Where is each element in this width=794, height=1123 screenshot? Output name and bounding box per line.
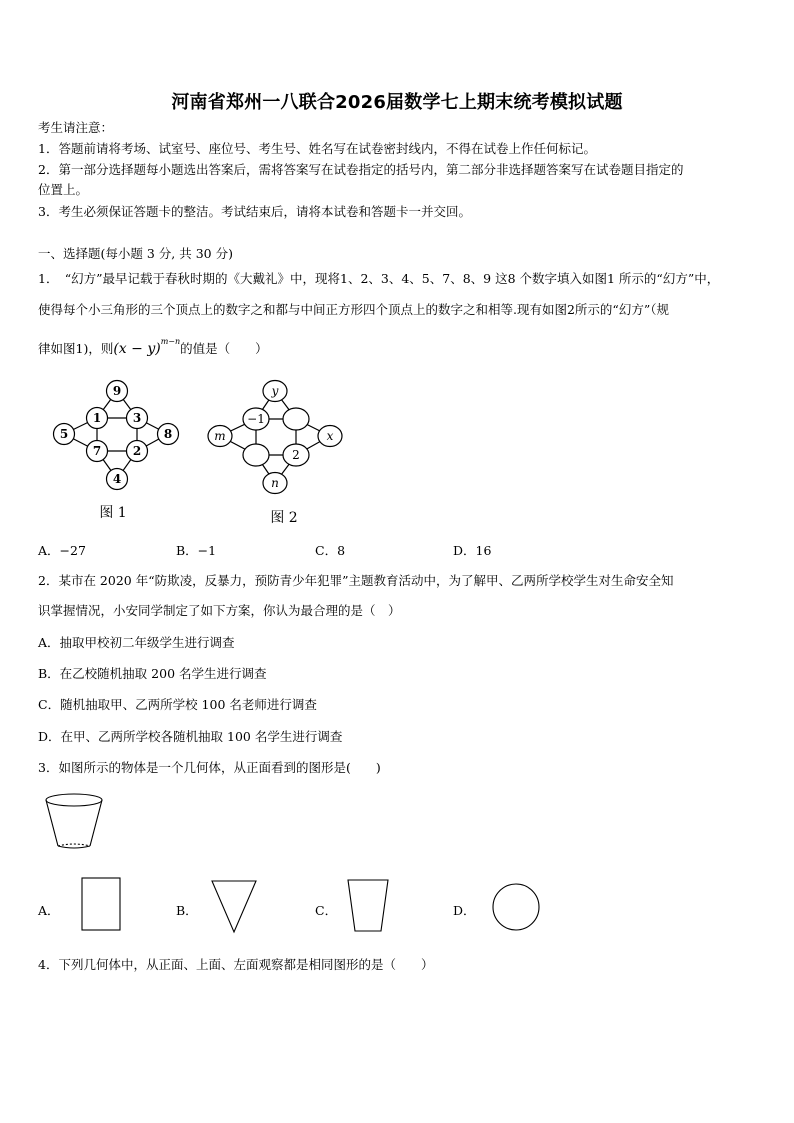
q2-line2: 识掌握情况，小安同学制定了如下方案，你认为最合理的是（ ） (38, 603, 401, 618)
fig2-node-y: y (271, 384, 279, 398)
magic-square-figure-1 (40, 372, 200, 532)
q1-exponent: m−n (160, 337, 181, 346)
q1-line1: 1． “幻方”最早记载于春秋时期的《大戴礼》中，现将1、2、3、4、5、7、8、9 这8 个数字填入如图1 所示的“幻方”中， (38, 271, 720, 286)
q1-option-b: B．−1 (176, 543, 217, 558)
fig1-node-4: 4 (112, 472, 122, 486)
notice-item-2-cont: 位置上。 (38, 182, 89, 197)
q2-option-d: D．在甲、乙两所学校各随机抽取 100 名学生进行调查 (38, 729, 343, 744)
q1-option-c: C．8 (315, 543, 346, 558)
triangle-option-b (210, 878, 258, 936)
q1-line3 (38, 338, 268, 357)
notice-item-1: 1．答题前请将考场、试室号、座位号、考生号、姓名写在试卷密封线内，不得在试卷上作任何标记。 (38, 141, 596, 156)
fig2-caption: 图 2 (270, 510, 298, 526)
magic-square-figure-2 (202, 372, 352, 532)
fig1-caption: 图 1 (99, 505, 127, 521)
q1-option-a: A．−27 (38, 543, 86, 558)
trapezoid-option-c (345, 877, 391, 935)
fig2-node-m: m (214, 429, 226, 443)
notice-item-2: 2．第一部分选择题每小题选出答案后，需将答案写在试卷指定的括号内，第二部分非选择题答案写在试卷题目指定的 (38, 162, 684, 177)
fig1-node-1: 1 (92, 411, 102, 425)
cup-solid-figure (44, 790, 108, 854)
fig1-node-7: 7 (92, 444, 102, 458)
q2-option-b: B．在乙校随机抽取 200 名学生进行调查 (38, 666, 267, 681)
fig2-node-x: x (326, 429, 334, 443)
fig2-node-2: 2 (292, 448, 300, 462)
q1-line2: 使得每个小三角形的三个顶点上的数字之和都与中间正方形四个顶点上的数字之和相等.现有如图2所示的“幻方”（规 (38, 302, 669, 317)
rectangle-option-a (80, 876, 124, 934)
q3-option-d-label: D． (453, 903, 476, 918)
fig1-node-3: 3 (132, 411, 142, 425)
q1-line3-suffix: 的值是（ ） (180, 341, 268, 357)
circle-option-d (490, 881, 542, 933)
notice-item-3: 3．考生必须保证答题卡的整洁。考试结束后，请将本试卷和答题卡一并交回。 (38, 204, 471, 219)
page-title: 河南省郑州一八联合2026届数学七上期末统考模拟试题 (171, 92, 623, 113)
q4-stem: 4．下列几何体中，从正面、上面、左面观察都是相同图形的是（ ） (38, 957, 434, 972)
q2-option-c: C．随机抽取甲、乙两所学校 100 名老师进行调查 (38, 697, 317, 712)
q3-option-b-label: B． (176, 903, 198, 918)
q1-line3-prefix: 律如图1)，则 (38, 341, 114, 357)
q1-option-d: D．16 (453, 543, 492, 558)
fig1-node-2: 2 (132, 444, 142, 458)
fig1-node-9: 9 (112, 384, 122, 398)
fig1-node-8: 8 (163, 427, 173, 441)
q3-stem: 3．如图所示的物体是一个几何体，从正面看到的图形是( ) (38, 760, 381, 775)
q1-expression: (x − y) (113, 341, 161, 358)
notice-heading: 考生请注意： (38, 120, 114, 135)
fig2-node-n: n (271, 476, 279, 490)
q2-option-a: A．抽取甲校初二年级学生进行调查 (38, 635, 235, 650)
q3-option-a-label: A． (38, 903, 60, 918)
section-heading: 一、选择题(每小题 3 分, 共 30 分) (38, 246, 233, 261)
q2-line1: 2．某市在 2020 年“防欺凌，反暴力，预防青少年犯罪”主题教育活动中，为了解甲、乙两所学校学生对生命安全知 (38, 573, 674, 588)
q3-option-c-label: C． (315, 903, 338, 918)
fig2-node-minus1: −1 (247, 412, 265, 426)
fig1-node-5: 5 (59, 427, 69, 441)
